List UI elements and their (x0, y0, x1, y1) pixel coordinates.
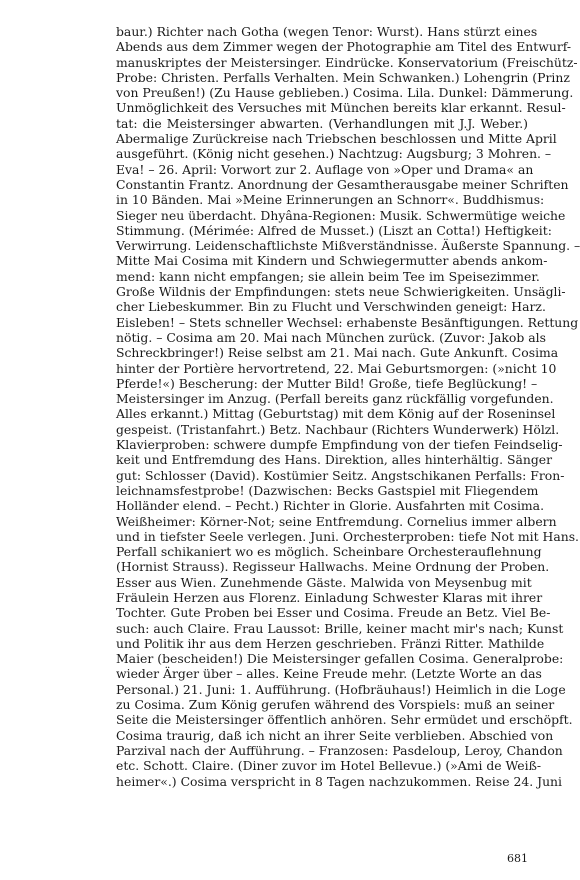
text-line: Perfall schikaniert wo es möglich. Scheinbare Orchesterauflehnung (116, 544, 542, 560)
text-line: von Preußen!) (Zu Hause geblieben.) Cosima. Lila. Dunkel: Dämmerung. (116, 85, 574, 101)
text-line: wieder Ärger über – alles. Keine Freude mehr. (Letzte Worte an das (116, 666, 542, 682)
page-number: 681 (507, 852, 528, 865)
text-line: Fräulein Herzen aus Florenz. Einladung Schwester Klaras mit ihrer (116, 589, 543, 605)
text-line: Cosima traurig, daß ich nicht an ihrer Seite verblieben. Abschied von (116, 727, 554, 743)
text-line: such: auch Claire. Frau Laussot: Brille, keiner macht mir's nach; Kunst (116, 620, 564, 636)
text-line: Mitte Mai Cosima mit Kindern und Schwiegermutter abends ankom- (116, 253, 548, 269)
text-line: Meistersinger im Anzug. (Perfall bereits ganz rückfällig vorgefunden. (116, 391, 554, 407)
text-line: Pferde!«) Bescherung: der Mutter Bild! Große, tiefe Beglückung! – (116, 375, 538, 391)
text-line: Abends aus dem Zimmer wegen der Photographie am Titel des Entwurf- (116, 39, 572, 55)
text-line: Verwirrung. Leidenschaftlichste Mißverständnisse. Äußerste Spannung. – (116, 238, 580, 254)
text-line: gespeist. (Tristanfahrt.) Betz. Nachbaur (Richters Wunderwerk) Hölzl. (116, 421, 560, 437)
text-line: Probe: Christen. Perfalls Verhalten. Mein Schwanken.) Lohengrin (Prinz (116, 69, 570, 85)
text-line: ausgeführt. (König nicht gesehen.) Nachtzug: Augsburg; 3 Mohren. – (116, 146, 552, 162)
text-line: Maier (bescheiden!) Die Meistersinger gefallen Cosima. Generalprobe: (116, 651, 564, 667)
text-line: Seite die Meistersinger öffentlich anhören. Sehr ermüdet und erschöpft. (116, 712, 573, 728)
text-line: Esser aus Wien. Zunehmende Gäste. Malwida von Meysenbug mit (116, 574, 532, 590)
text-line: Sieger neu überdacht. Dhyâna-Regionen: Musik. Schwermütige weiche (116, 207, 566, 223)
text-line: Große Wildnis der Empfindungen: stets neue Schwierigkeiten. Unsägli- (116, 284, 566, 300)
text-line: Parzival nach der Aufführung. – Franzosen: Pasdeloup, Leroy, Chandon (116, 742, 563, 758)
text-line: Weißheimer: Körner-Not; seine Entfremdung. Cornelius immer albern (116, 513, 557, 529)
text-line: mend: kann nicht empfangen; sie allein beim Tee im Speisezimmer. (116, 268, 540, 284)
text-line: Personal.) 21. Juni: 1. Aufführung. (Hofbräuhaus!) Heimlich in die Loge (116, 681, 566, 697)
text-line: Abermalige Zurückreise nach Triebschen beschlossen und Mitte April (116, 131, 557, 147)
text-line: baur.) Richter nach Gotha (wegen Tenor: Wurst). Hans stürzt eines (116, 24, 538, 39)
text-line: gut: Schlosser (David). Kostümier Seitz. Angstschikanen Perfalls: Fron- (116, 467, 565, 483)
text-line: und in tiefster Seele verlegen. Juni. Orchesterproben: tiefe Not mit Hans. (116, 528, 579, 544)
text-line: in 10 Bänden. Mai »Meine Erinnerungen an Schnorr«. Buddhismus: (116, 192, 545, 208)
text-line: cher Liebeskummer. Bin zu Flucht und Verschwinden geneigt: Harz. (116, 299, 546, 315)
text-line: Klavierproben: schwere dumpfe Empfindung von der tiefen Feindselig- (116, 437, 563, 453)
text-line: Unmöglichkeit des Versuches mit München bereits klar erkannt. Resul- (116, 100, 566, 116)
text-line: Eisleben! – Stets schneller Wechsel: erhabenste Besänftigungen. Rettung (116, 314, 579, 330)
text-line: tat: die Meistersinger abwarten. (Verhandlungen mit J.J. Weber.) (116, 115, 528, 131)
text-line: Constantin Frantz. Anordnung der Gesamtherausgabe meiner Schriften (116, 176, 569, 192)
body-text (116, 24, 580, 789)
text-line: Holländer elend. – Pecht.) Richter in Glorie. Ausfahrten mit Cosima. (116, 498, 545, 514)
text-line: heimer«.) Cosima verspricht in 8 Tagen nachzukommen. Reise 24. Juni (116, 773, 562, 789)
text-line: und Politik ihr aus dem Herzen geschrieben. Fränzi Ritter. Mathilde (116, 635, 545, 651)
text-line: keit und Entfremdung des Hans. Direktion, alles hinterhältig. Sänger (116, 452, 553, 468)
text-line: nötig. – Cosima am 20. Mai nach München zurück. (Zuvor: Jakob als (116, 329, 546, 345)
text-line: Alles erkannt.) Mittag (Geburtstag) mit dem König auf der Roseninsel (116, 406, 556, 422)
text-line: Schreckbringer!) Reise selbst am 21. Mai nach. Gute Ankunft. Cosima (116, 345, 559, 361)
text-line: hinter der Portière hervortretend, 22. Mai Geburtsmorgen: (»nicht 10 (116, 360, 557, 376)
text-line: (Hornist Strauss). Regisseur Hallwachs. Meine Ordnung der Proben. (116, 559, 550, 575)
text-line: Tochter. Gute Proben bei Esser und Cosima. Freude an Betz. Viel Be- (116, 605, 551, 621)
text-line: leichnamsfestprobe! (Dazwischen: Becks Gastspiel mit Fliegendem (116, 482, 539, 498)
text-line: Stimmung. (Mérimée: Alfred de Musset.) (Liszt an Cotta!) Heftigkeit: (116, 222, 552, 238)
text-line: zu Cosima. Zum König gerufen während des Vorspiels: muß an seiner (116, 697, 555, 713)
text-line: Eva! – 26. April: Vorwort zur 2. Auflage von »Oper und Drama« an (116, 161, 534, 177)
text-line: manuskriptes der Meistersinger. Eindrücke. Konservatorium (Freischütz- (116, 54, 578, 70)
text-line: etc. Schott. Claire. (Diner zuvor im Hotel Bellevue.) (»Ami de Weiß- (116, 758, 542, 774)
